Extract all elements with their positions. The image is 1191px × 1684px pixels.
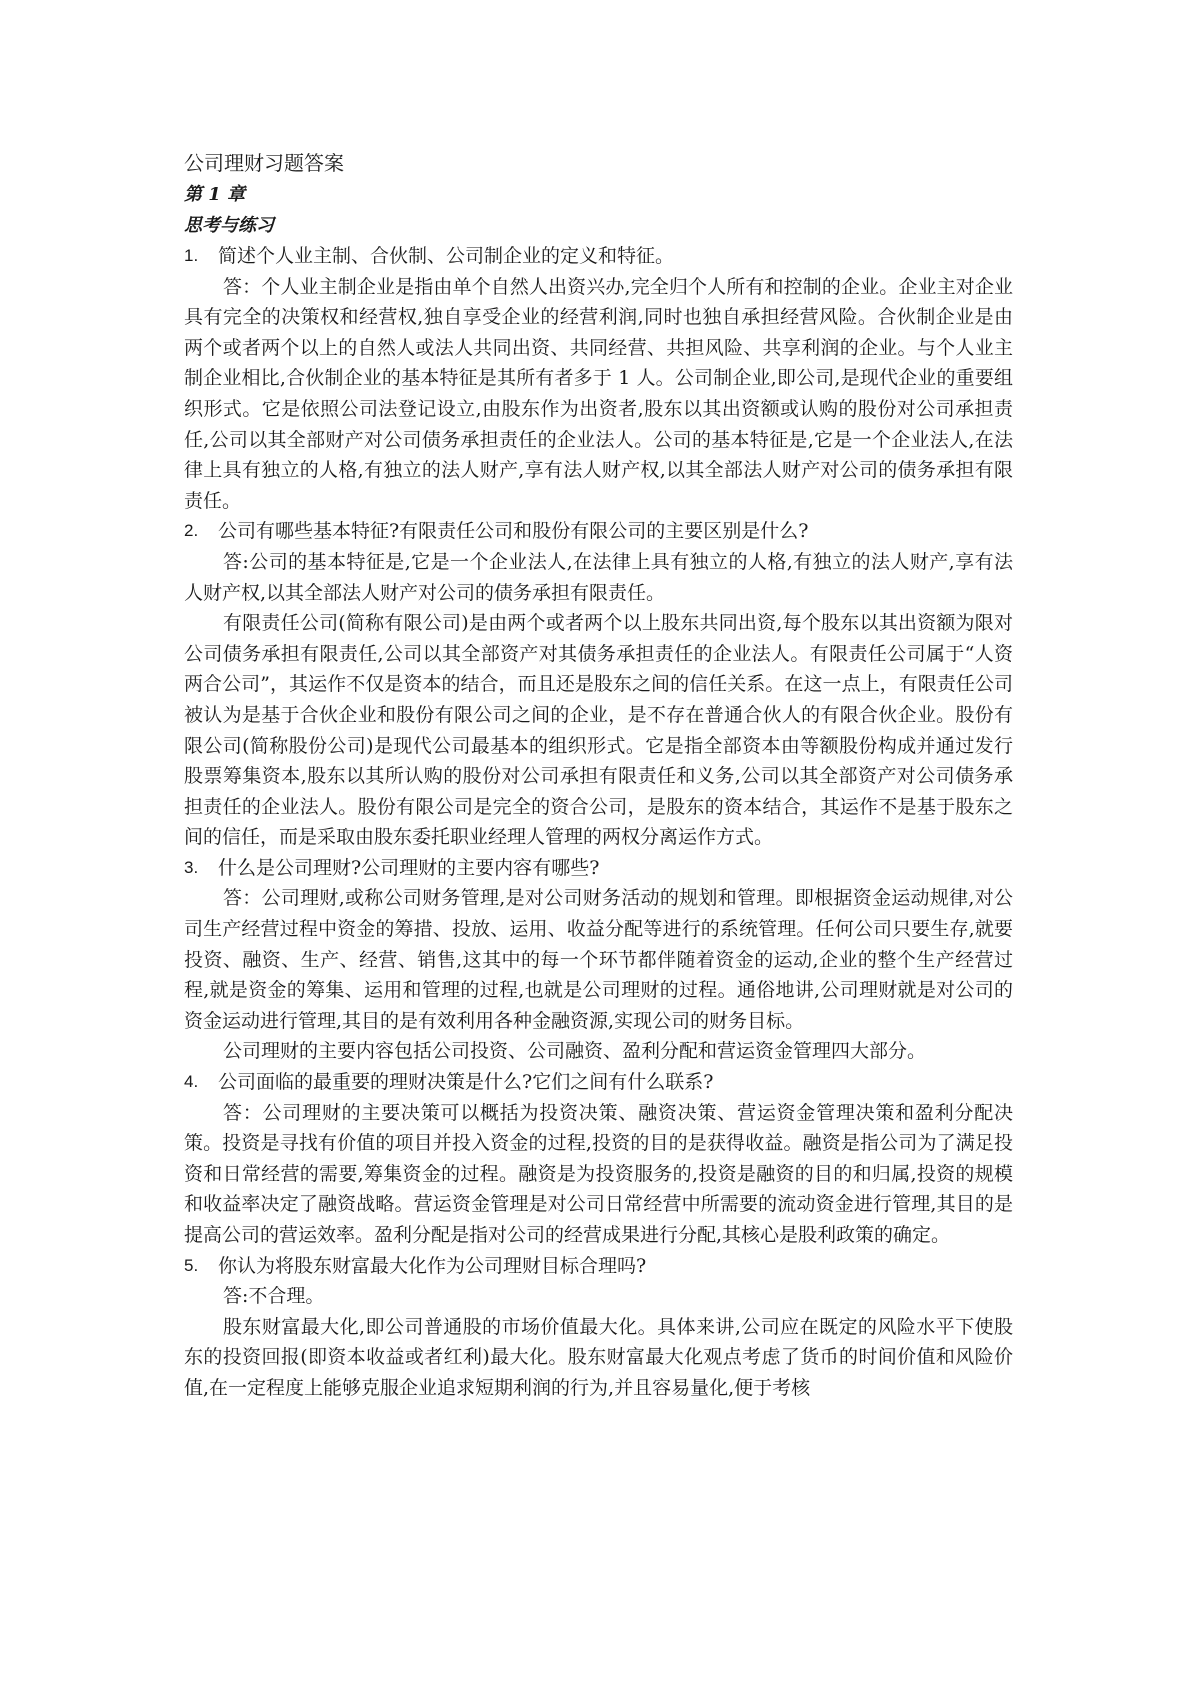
question-text: 公司有哪些基本特征?有限责任公司和股份有限公司的主要区别是什么? [218,520,809,543]
answer-paragraph: 答：公司理财,或称公司财务管理,是对公司财务活动的规划和管理。即根据资金运动规律,对公司生产经营过程中资金的筹措、投放、运用、收益分配等进行的系统管理。任何公司只要生存,就要投资、融资、生产、经营、销售,这其中的每一个环节都伴随着资金的运动,企业的整个生产经营过程,就是资金的筹集、运用和管理的过程,也就是公司理财的过程。通俗地讲,公司理财就是对公司的资金运动进行管理,其目的是有效利用各种金融资源,实现公司的财务目标。 [184,887,1013,1032]
question-text: 公司面临的最重要的理财决策是什么?它们之间有什么联系? [218,1071,714,1094]
document-title: 公司理财习题答案 [184,151,344,175]
document-page [184,148,1013,1404]
question-number: 4. [184,1072,199,1092]
question-number: 2. [184,521,199,541]
question-3 [184,853,1013,884]
question-text: 你认为将股东财富最大化作为公司理财目标合理吗? [218,1254,647,1277]
answer-paragraph: 答：个人业主制企业是指由单个自然人出资兴办,完全归个人所有和控制的企业。企业主对企业具有完全的决策权和经营权,独自享受企业的经营利润,同时也独自承担经营风险。合伙制企业是由两个或者两个以上的自然人或法人共同出资、共同经营、共担风险、共享利润的企业。与个人业主制企业相比,合伙制企业的基本特征是其所有者多于 1 人。公司制企业,即公司,是现代企业的重要组织形式。它是依照公司法登记设立,由股东作为出资者,股东以其出资额或认购的股份对公司承担责任,公司以其全部财产对公司债务承担责任的企业法人。公司的基本特征是,它是一个企业法人,在法律上具有独立的人格,有独立的法人财产,享有法人财产权,以其全部法人财产对公司的债务承担有限责任。 [184,275,1013,512]
answer-paragraph: 答：公司理财的主要决策可以概括为投资决策、融资决策、营运资金管理决策和盈利分配决策。投资是寻找有价值的项目并投入资金的过程,投资的目的是获得收益。融资是指公司为了满足投资和日常经营的需要,筹集资金的过程。融资是为投资服务的,投资是融资的目的和归属,投资的规模和收益率决定了融资战略。营运资金管理是对公司日常经营中所需要的流动资金进行管理,其目的是提高公司的营运效率。盈利分配是指对公司的经营成果进行分配,其核心是股利政策的确定。 [184,1101,1013,1246]
chapter-heading: 第 1 章 [184,184,246,205]
question-number: 3. [184,857,199,877]
question-text: 什么是公司理财?公司理财的主要内容有哪些? [218,856,600,879]
answer-paragraph: 股东财富最大化,即公司普通股的市场价值最大化。具体来讲,公司应在既定的风险水平下使股东的投资回报(即资本收益或者红利)最大化。股东财富最大化观点考虑了货币的时间价值和风险价值,在一定程度上能够克服企业追求短期利润的行为,并且容易量化,便于考核 [184,1315,1013,1399]
answer-paragraph: 答:不合理。 [223,1285,325,1308]
question-text: 简述个人业主制、合伙制、公司制企业的定义和特征。 [218,245,675,267]
question-number: 1. [184,246,199,265]
question-2 [184,516,1013,547]
question-1 [184,241,1013,272]
answer-paragraph: 有限责任公司(简称有限公司)是由两个或者两个以上股东共同出资,每个股东以其出资额为限对公司债务承担有限责任,公司以其全部资产对其债务承担责任的企业法人。有限责任公司属于“人资两合公司”，其运作不仅是资本的结合，而且还是股东之间的信任关系。在这一点上，有限责任公司被认为是基于合伙企业和股份有限公司之间的企业，是不存在普通合伙人的有限合伙企业。股份有限公司(简称股份公司)是现代公司最基本的组织形式。它是指全部资本由等额股份构成并通过发行股票筹集资本,股东以其所认购的股份对公司承担有限责任和义务,公司以其全部资产对公司债务承担责任的企业法人。股份有限公司是完全的资合公司，是股东的资本结合，其运作不是基于股东之间的信任，而是采取由股东委托职业经理人管理的两权分离运作方式。 [184,612,1013,849]
section-heading: 思考与练习 [184,215,274,236]
question-5 [184,1251,1013,1282]
question-4 [184,1067,1013,1098]
question-number: 5. [184,1255,199,1275]
answer-paragraph: 公司理财的主要内容包括公司投资、公司融资、盈利分配和营运资金管理四大部分。 [223,1040,927,1063]
answer-paragraph: 答:公司的基本特征是,它是一个企业法人,在法律上具有独立的人格,有独立的法人财产,享有法人财产权,以其全部法人财产对公司的债务承担有限责任。 [184,550,1013,604]
